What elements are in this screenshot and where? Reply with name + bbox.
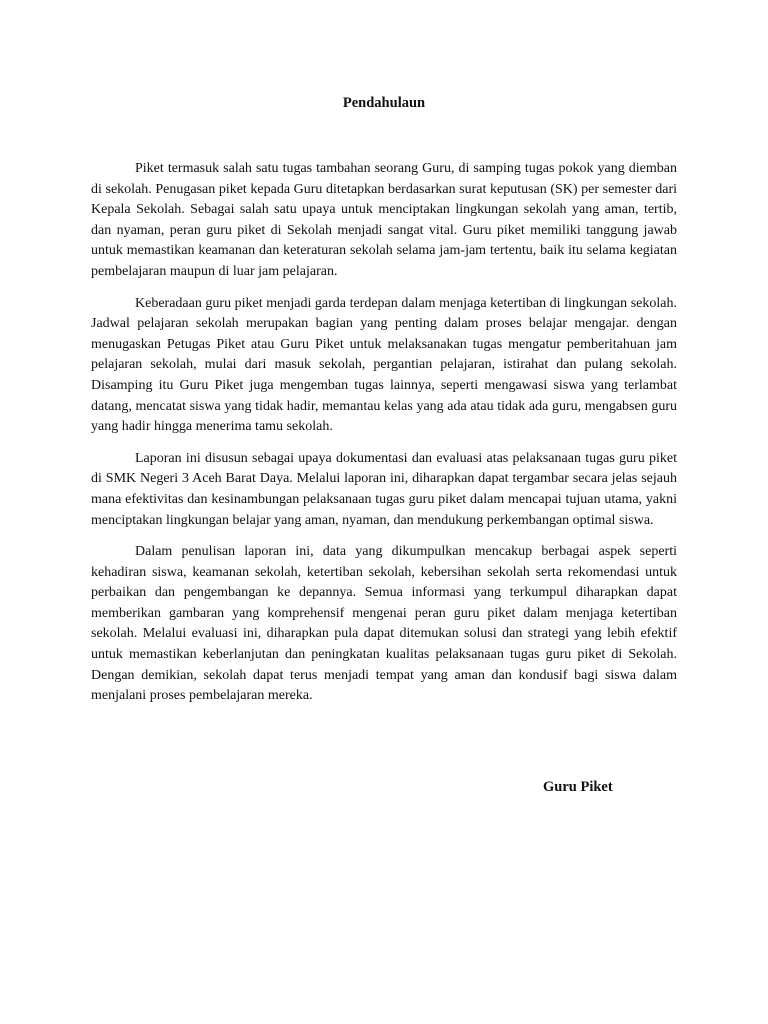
signature: Guru Piket (543, 779, 613, 795)
page-title: Pendahulaun (342, 95, 426, 111)
paragraph-4: Dalam penulisan laporan ini, data yang dikumpulkan mencakup berbagai aspek seperti kehadiran siswa, keamanan sekolah, ketertiban sekolah, kebersihan sekolah serta rekomendasi untuk perbaikan dan pengembangan ke depannya. Semua informasi yang terkumpul diharapkan dapat memberikan gambaran yang komprehensif mengenai peran guru piket dalam menjaga ketertiban sekolah. Melalui evaluasi ini, diharapkan pula dapat ditemukan solusi dan strategi yang lebih efektif untuk memastikan keberlanjutan dan peningkatan kualitas pelaksanaan tugas guru piket di Sekolah. Dengan demikian, sekolah dapat terus menjadi tempat yang aman dan kondusif bagi siswa dalam menjalani proses pembelajaran mereka. (91, 544, 677, 704)
paragraph-2: Keberadaan guru piket menjadi garda terdepan dalam menjaga ketertiban di lingkungan sekolah. Jadwal pelajaran sekolah merupakan bagian yang penting dalam proses belajar mengajar. dengan menugaskan Petugas Piket atau Guru Piket untuk melaksanakan tugas mengatur pemberitahuan jam pelajaran sekolah, mulai dari masuk sekolah, pergantian pelajaran, istirahat dan pulang sekolah. Disamping itu Guru Piket juga mengemban tugas lainnya, seperti mengawasi siswa yang terlambat datang, mencatat siswa yang tidak hadir, memantau kelas yang ada atau tidak ada guru, mengabsen guru yang hadir hingga menerima tamu sekolah. (91, 295, 677, 435)
document-body (91, 159, 677, 718)
paragraph-1: Piket termasuk salah satu tugas tambahan seorang Guru, di samping tugas pokok yang diemban di sekolah. Penugasan piket kepada Guru ditetapkan berdasarkan surat keputusan (SK) per semester dari Kepala Sekolah. Sebagai salah satu upaya untuk menciptakan lingkungan sekolah yang aman, tertib, dan nyaman, peran guru piket di Sekolah menjadi sangat vital. Guru piket memiliki tanggung jawab untuk memastikan keamanan dan keteraturan sekolah selama jam-jam tertentu, baik itu selama kegiatan pembelajaran maupun di luar jam pelajaran. (91, 161, 677, 279)
paragraph-3: Laporan ini disusun sebagai upaya dokumentasi dan evaluasi atas pelaksanaan tugas guru piket di SMK Negeri 3 Aceh Barat Daya. Melalui laporan ini, diharapkan dapat tergambar secara jelas sejauh mana efektivitas dan kesinambungan pelaksanaan tugas guru piket dalam mencapai tujuan utama, yakni menciptakan lingkungan belajar yang aman, nyaman, dan mendukung perkembangan optimal siswa. (91, 450, 677, 528)
